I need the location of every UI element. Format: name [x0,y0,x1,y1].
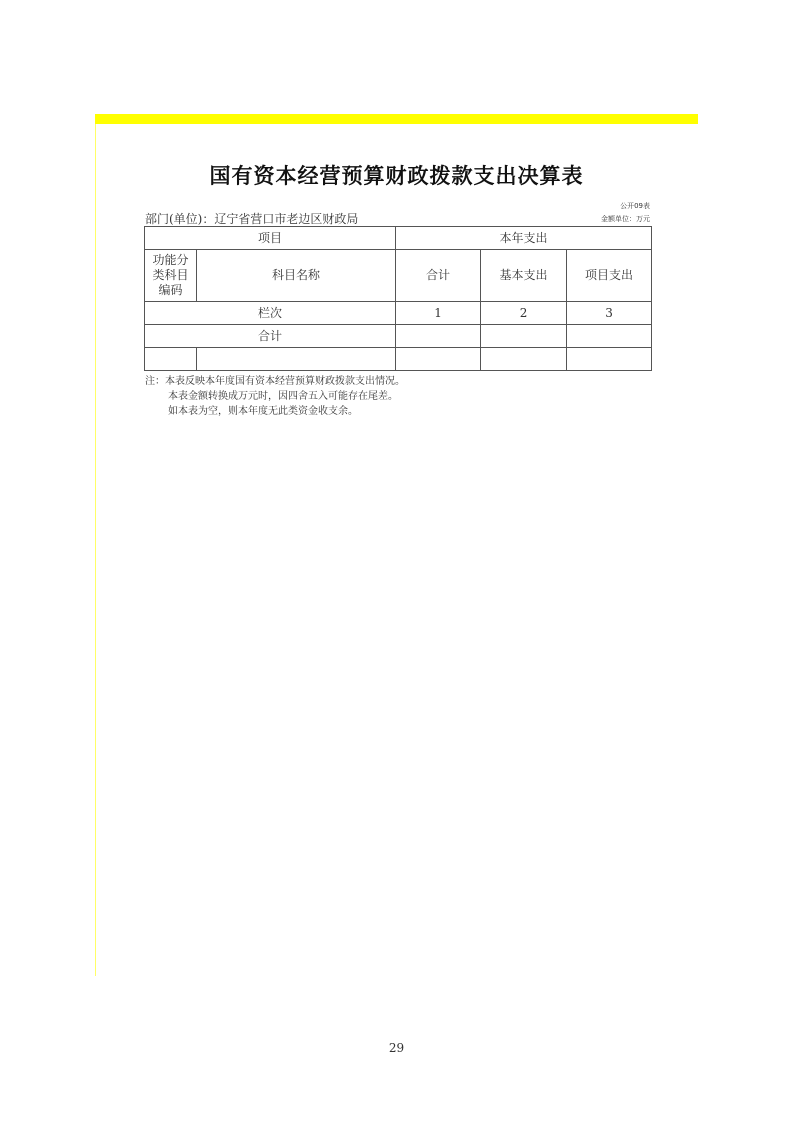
page-number: 29 [388,1041,405,1055]
total-row [145,325,652,348]
col-number-1: 1 [396,302,481,325]
empty-cell [567,348,652,371]
document-title: 国有资本经营预算财政拨款支出决算表 [209,164,584,188]
row-label-column: 栏次 [145,302,396,325]
column-number-row [145,302,652,325]
col-header-project: 项目支出 [567,250,652,302]
left-margin-rule [95,124,96,976]
department-line: 部门(单位)：辽宁省营口市老边区财政局 [145,212,359,226]
table-header-row [145,227,652,250]
expenditure-table [144,226,652,371]
notes-block [145,374,405,419]
table-subheader-row [145,250,652,302]
total-cell-1 [396,325,481,348]
empty-cell [396,348,481,371]
note-line-1: 注：本表反映本年度国有资本经营预算财政拨款支出情况。 [145,376,405,387]
empty-cell [481,348,567,371]
note-line-3: 如本表为空，则本年度无此类资金收支余。 [168,406,358,417]
empty-cell [197,348,396,371]
row-label-total: 合计 [145,325,396,348]
note-line-2: 本表金额转换成万元时，因四舍五入可能存在尾差。 [168,391,398,402]
col-number-3: 3 [567,302,652,325]
total-cell-3 [567,325,652,348]
col-header-name: 科目名称 [197,250,396,302]
table-row [145,348,652,371]
form-number: 公开09表 [620,202,650,210]
col-header-code [145,250,197,302]
total-cell-2 [481,325,567,348]
header-project: 项目 [145,227,396,250]
col-number-2: 2 [481,302,567,325]
col-code-label: 功能分类科目编码 [152,253,189,297]
header-current-year: 本年支出 [396,227,652,250]
header-accent-bar [95,114,698,124]
col-header-basic: 基本支出 [481,250,567,302]
col-header-total: 合计 [396,250,481,302]
unit-label: 金额单位：万元 [601,215,650,223]
empty-cell [145,348,197,371]
